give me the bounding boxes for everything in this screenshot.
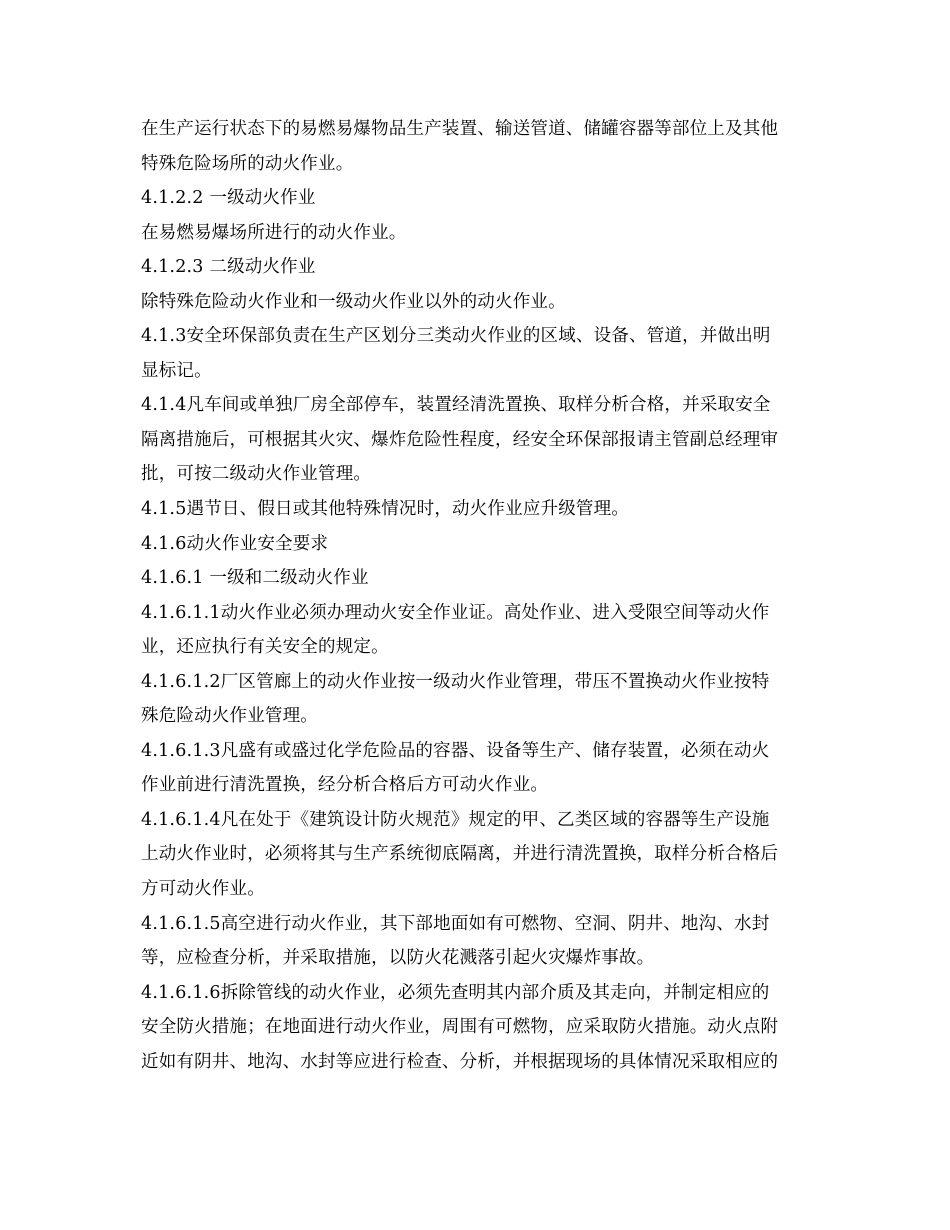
text-line: 4.1.5遇节日、假日或其他特殊情况时，动火作业应升级管理。 (141, 499, 630, 520)
text-line: 在生产运行状态下的易燃易爆物品生产装置、输送管道、储罐容器等部位上及其他 (141, 119, 779, 139)
text-line: 4.1.3安全环保部负责在生产区划分三类动火作业的区域、设备、管道，并做出明 (141, 326, 771, 347)
text-line: 批，可按二级动火作业管理。 (141, 464, 372, 485)
text-line: 在易燃易爆场所进行的动火作业。 (141, 222, 407, 243)
section-heading: 4.1.2.2 一级动火作业 (141, 188, 316, 209)
text-line: 4.1.6.1.3凡盛有或盛过化学危险品的容器、设备等生产、储存装置，必须在动火 (141, 740, 770, 761)
text-line: 4.1.6.1.6拆除管线的动火作业，必须先查明其内部介质及其走向，并制定相应的 (141, 982, 770, 1003)
text-line: 隔离措施后，可根据其火灾、爆炸危险性程度，经安全环保部报请主管副总经理审 (141, 429, 779, 450)
text-line: 4.1.6.1.2厂区管廊上的动火作业按一级动火作业管理，带压不置换动火作业按特 (141, 671, 770, 692)
text-line: 除特殊危险动火作业和一级动火作业以外的动火作业。 (141, 291, 566, 312)
text-line: 特殊危险场所的动火作业。 (141, 153, 354, 174)
text-line: 方可动火作业。 (141, 879, 265, 900)
text-line: 4.1.6.1.1动火作业必须办理动火安全作业证。高处作业、进入受限空间等动火作 (141, 602, 770, 623)
text-line: 近如有阴井、地沟、水封等应进行检查、分析，并根据现场的具体情况采取相应的 (141, 1051, 779, 1072)
document-body (141, 112, 813, 1079)
text-line: 安全防火措施；在地面进行动火作业，周围有可燃物，应采取防火措施。动火点附 (141, 1017, 779, 1038)
text-line: 业，还应执行有关安全的规定。 (141, 637, 389, 658)
text-line: 4.1.4凡车间或单独厂房全部停车，装置经清洗置换、取样分析合格，并采取安全 (141, 395, 771, 416)
section-heading: 4.1.2.3 二级动火作业 (141, 257, 316, 278)
text-line: 上动火作业时，必须将其与生产系统彻底隔离，并进行清洗置换，取样分析合格后 (141, 844, 779, 865)
text-line: 作业前进行清洗置换，经分析合格后方可动火作业。 (141, 775, 549, 796)
text-line: 4.1.6.1.4凡在处于《建筑设计防火规范》规定的甲、乙类区域的容器等生产设施 (141, 809, 770, 830)
text-line: 等，应检查分析，并采取措施，以防火花溅落引起火灾爆炸事故。 (141, 948, 655, 969)
section-heading: 4.1.6动火作业安全要求 (141, 533, 329, 554)
text-line: 4.1.6.1.5高空进行动火作业，其下部地面如有可燃物、空洞、阴井、地沟、水封 (141, 913, 770, 934)
text-line: 殊危险动火作业管理。 (141, 706, 318, 727)
text-line: 显标记。 (141, 360, 212, 381)
section-heading: 4.1.6.1 一级和二级动火作业 (141, 568, 369, 589)
